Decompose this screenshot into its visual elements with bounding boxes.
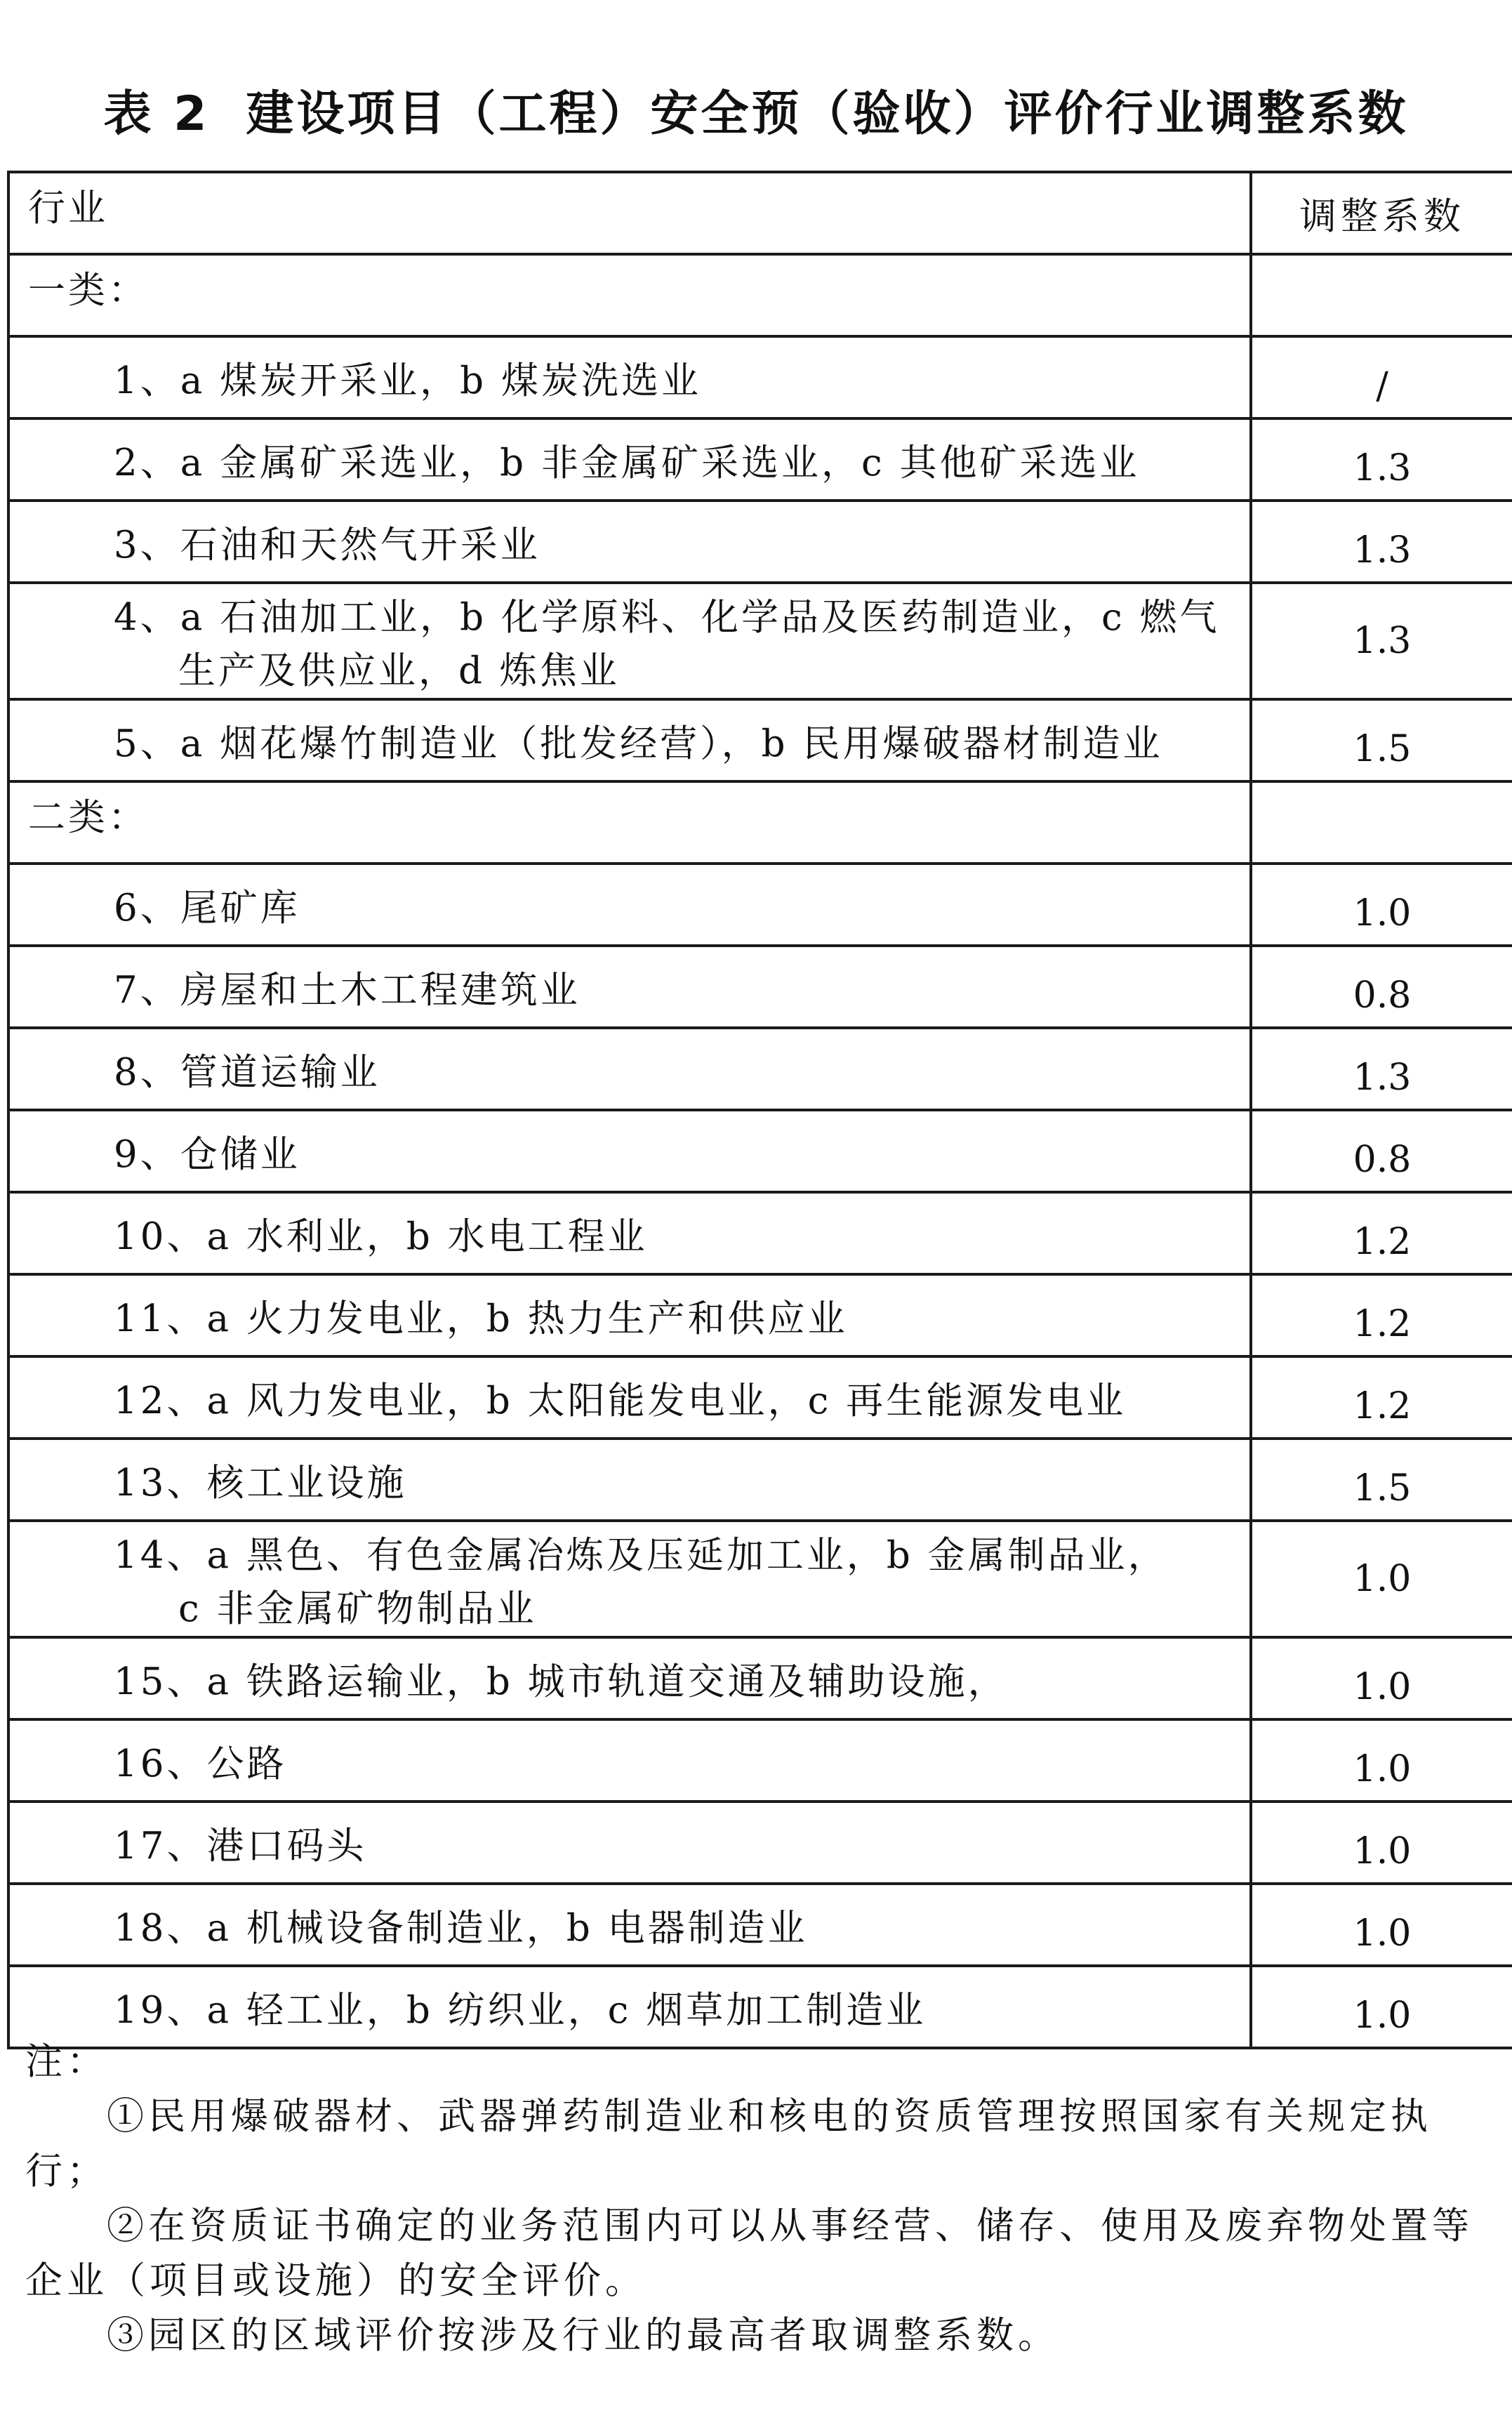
industry-cell: 6、尾矿库 xyxy=(8,864,1251,946)
coefficient-cell: 1.0 xyxy=(1251,1966,1512,2048)
table-row xyxy=(8,699,1512,781)
table-row xyxy=(8,1884,1512,1966)
empty-cell xyxy=(1251,254,1512,336)
industry-cell: 3、石油和天然气开采业 xyxy=(8,501,1251,583)
coefficient-cell: 1.0 xyxy=(1251,864,1512,946)
table-row xyxy=(8,501,1512,583)
coefficient-table xyxy=(7,171,1512,2049)
table-row xyxy=(8,1192,1512,1274)
table-row xyxy=(8,1356,1512,1439)
coefficient-cell: 1.0 xyxy=(1251,1637,1512,1719)
category-row-one xyxy=(8,254,1512,336)
coefficient-cell: / xyxy=(1251,336,1512,418)
industry-line: 4、a 石油加工业，b 化学原料、化学品及医药制造业，c 燃气 xyxy=(114,596,1220,639)
industry-cell: 2、a 金属矿采选业，b 非金属矿采选业，c 其他矿采选业 xyxy=(8,418,1251,501)
industry-cell: 5、a 烟花爆竹制造业（批发经营），b 民用爆破器材制造业 xyxy=(8,699,1251,781)
industry-column-header: 行业 xyxy=(8,172,1251,254)
industry-cell: 1、a 煤炭开采业，b 煤炭洗选业 xyxy=(8,336,1251,418)
industry-cell: 12、a 风力发电业，b 太阳能发电业，c 再生能源发电业 xyxy=(8,1356,1251,1439)
table-row xyxy=(8,1521,1512,1637)
table-row xyxy=(8,583,1512,699)
industry-cell: 16、公路 xyxy=(8,1719,1251,1802)
table-row xyxy=(8,1439,1512,1521)
industry-line: 14、a 黑色、有色金属冶炼及压延加工业，b 金属制品业， xyxy=(114,1534,1168,1577)
table-row xyxy=(8,336,1512,418)
table-row xyxy=(8,1719,1512,1802)
industry-cell: 15、a 铁路运输业，b 城市轨道交通及辅助设施， xyxy=(8,1637,1251,1719)
table-row xyxy=(8,418,1512,501)
coefficient-cell: 1.0 xyxy=(1251,1719,1512,1802)
coefficient-cell: 0.8 xyxy=(1251,1110,1512,1192)
notes-heading: 注： xyxy=(25,2040,108,2083)
industry-cell: 10、a 水利业，b 水电工程业 xyxy=(8,1192,1251,1274)
table-row xyxy=(8,1028,1512,1110)
table-header-row xyxy=(8,172,1512,254)
table-number: 表 2 xyxy=(103,86,210,142)
note-item: ②在资质证书确定的业务范围内可以从事经营、储存、使用及废弃物处置等企业（项目或设施）的安全评价。 xyxy=(25,2205,1473,2302)
industry-line-continued: 生产及供应业，d 炼焦业 xyxy=(178,649,620,692)
notes-section xyxy=(25,2035,1499,2363)
coefficient-cell: 1.3 xyxy=(1251,1028,1512,1110)
coefficient-cell: 1.2 xyxy=(1251,1274,1512,1356)
category-row-two xyxy=(8,781,1512,864)
industry-cell: 17、港口码头 xyxy=(8,1802,1251,1884)
table-title-text: 建设项目（工程）安全预（验收）评价行业调整系数 xyxy=(246,86,1409,142)
industry-cell: 7、房屋和土木工程建筑业 xyxy=(8,946,1251,1028)
coefficient-column-header: 调整系数 xyxy=(1251,172,1512,254)
industry-line-continued: c 非金属矿物制品业 xyxy=(178,1587,537,1630)
coefficient-cell: 1.0 xyxy=(1251,1884,1512,1966)
table-row xyxy=(8,946,1512,1028)
category-label: 一类： xyxy=(8,254,1251,336)
table-row xyxy=(8,1637,1512,1719)
industry-cell: 8、管道运输业 xyxy=(8,1028,1251,1110)
coefficient-cell: 1.2 xyxy=(1251,1356,1512,1439)
table-title xyxy=(0,76,1512,144)
industry-cell: 13、核工业设施 xyxy=(8,1439,1251,1521)
coefficient-cell: 1.3 xyxy=(1251,501,1512,583)
coefficient-cell: 1.3 xyxy=(1251,418,1512,501)
industry-cell xyxy=(8,1521,1251,1637)
industry-cell: 9、仓储业 xyxy=(8,1110,1251,1192)
table-row xyxy=(8,864,1512,946)
table-row xyxy=(8,1110,1512,1192)
coefficient-cell: 1.5 xyxy=(1251,1439,1512,1521)
industry-cell: 11、a 火力发电业，b 热力生产和供应业 xyxy=(8,1274,1251,1356)
coefficient-cell: 1.3 xyxy=(1251,583,1512,699)
industry-cell xyxy=(8,583,1251,699)
empty-cell xyxy=(1251,781,1512,864)
coefficient-cell: 1.2 xyxy=(1251,1192,1512,1274)
coefficient-cell: 0.8 xyxy=(1251,946,1512,1028)
industry-cell: 19、a 轻工业，b 纺织业，c 烟草加工制造业 xyxy=(8,1966,1251,2048)
table-row xyxy=(8,1274,1512,1356)
table-row xyxy=(8,1802,1512,1884)
category-label: 二类： xyxy=(8,781,1251,864)
note-item: ③园区的区域评价按涉及行业的最高者取调整系数。 xyxy=(107,2314,1059,2357)
note-item: ①民用爆破器材、武器弹药制造业和核电的资质管理按照国家有关规定执行； xyxy=(25,2095,1432,2193)
coefficient-cell: 1.0 xyxy=(1251,1802,1512,1884)
industry-cell: 18、a 机械设备制造业，b 电器制造业 xyxy=(8,1884,1251,1966)
coefficient-cell: 1.5 xyxy=(1251,699,1512,781)
coefficient-cell: 1.0 xyxy=(1251,1521,1512,1637)
